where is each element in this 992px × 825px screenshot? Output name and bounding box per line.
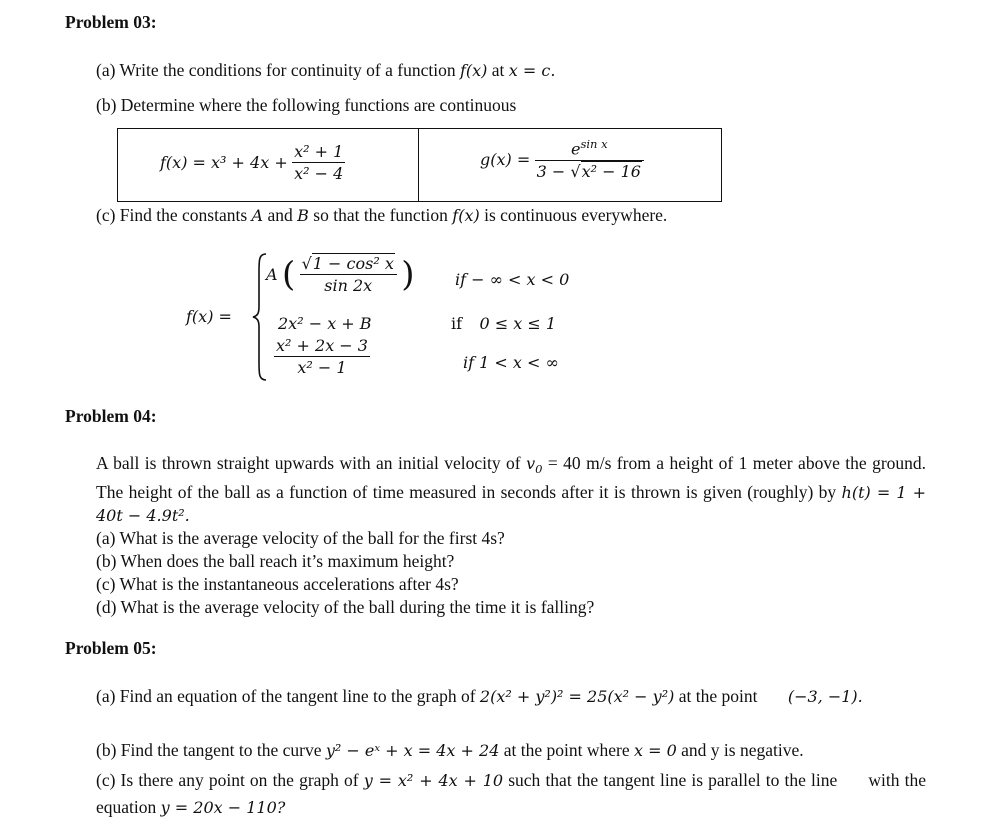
g-num-exponent: sin x [580,137,608,151]
case1-coefficient: A [266,265,278,285]
part-c-mid: so that the function [313,205,448,225]
case1-radicand: 1 − cos² x [312,254,394,273]
problem-05-part-c [96,767,926,821]
p4-part-b: (b) When does the ball reach it’s maximum height? [96,551,455,572]
p4-v0-symbol: v [526,454,536,473]
p4-v0 [526,454,543,477]
p4-part-a: (a) What is the average velocity of the ball for the first 4s? [96,528,505,549]
p5c-equation: y = x² + 4x + 10 [363,771,504,790]
p5b-x: x = 0 [633,741,677,760]
case3-fraction [274,336,370,377]
f-lhs: f(x) = x³ + 4x + [160,153,288,173]
part-a-condition: x = c. [508,61,556,80]
g-num-base: e [570,139,581,159]
constant-a: A [251,206,264,225]
part-a-at: at [491,60,505,80]
sqrt-icon: √ [301,254,312,273]
sqrt-icon: √ [570,161,581,181]
piecewise-case-3 [274,336,370,377]
problem-03-part-b: (b) Determine where the following functions are continuous [96,95,517,115]
f-fraction [292,142,345,183]
g-den-radicand: x² − 16 [581,161,641,181]
p5a-text: (a) Find an equation of the tangent line to the graph of [96,686,476,706]
constant-b: B [297,206,309,225]
g-function-cell [480,138,644,181]
p4-v0-subscript: 0 [535,462,543,477]
part-c-end: is continuous everywhere. [484,205,668,225]
p4-intro-1: A ball is thrown straight upwards with an initial velocity of [96,453,521,473]
g-numerator [535,138,644,161]
table-divider [418,128,419,201]
part-c-fx: f(x) [452,206,480,225]
left-paren-icon: ( [281,254,296,295]
f-function-cell [160,142,345,183]
p5c-text: (c) Is there any point on the graph of [96,770,359,790]
problem-04-heading: Problem 04: [65,406,157,426]
case1-condition: if − ∞ < x < 0 [455,270,570,289]
case3-condition: if 1 < x < ∞ [463,353,559,372]
case2-expression: 2x² − x + B [278,314,372,333]
p5b-end: and y is negative. [681,740,804,760]
case3-denominator: x² − 1 [297,358,347,378]
part-c-text: (c) Find the constants [96,205,248,225]
p4-intro-2: = 40 m/s from a height of 1 meter above the ground. The height of the ball as a function of time measured in seconds after it is thrown is given (roughly) by [96,453,927,503]
problem-03-part-c [96,205,667,226]
part-a-text: (a) Write the conditions for continuity of a function [96,60,456,80]
part-a-fx: f(x) [459,61,488,80]
g-lhs: g(x) = [480,149,531,169]
problem-03-heading: Problem 03: [65,12,157,32]
g-den-left: 3 − [536,161,571,181]
problem-05-part-b [96,740,804,761]
problem-03-part-a [96,60,555,81]
part-c-and: and [267,205,293,225]
problem-05-heading: Problem 05: [65,638,157,658]
case3-numerator: x² + 2x − 3 [274,336,370,357]
p4-part-d: (d) What is the average velocity of the ball during the time it is falling? [96,597,595,618]
f-denominator: x² − 4 [294,164,344,184]
case1-numerator [300,254,397,275]
p5b-text: (b) Find the tangent to the curve [96,740,322,760]
p5c-mid: such that the tangent line is parallel to the line [508,770,838,790]
p4-part-c: (c) What is the instantaneous accelerations after 4s? [96,574,459,595]
case2-condition: 0 ≤ x ≤ 1 [479,314,557,333]
p5b-mid: at the point where [503,740,630,760]
g-denominator [535,161,644,181]
right-paren-icon: ) [401,254,415,295]
case2-if: if [451,314,463,333]
problem-05-part-a [96,684,926,709]
p5a-point: (−3, −1). [787,687,863,706]
g-fraction [535,138,644,181]
p5c-equation-2: y = 20x − 110? [160,798,286,817]
p5c-line2: with the equation [96,770,927,817]
problem-04-body [96,452,926,619]
piecewise-case-1 [266,254,415,295]
p5a-equation: 2(x² + y²)² = 25(x² − y²) [479,687,675,706]
case2-condition-row [451,313,556,334]
p4-height-function: h(t) = 1 + 40t − 4.9t². [96,483,927,526]
f-numerator: x² + 1 [292,142,345,163]
case1-fraction [300,254,397,295]
case1-denominator: sin 2x [324,276,373,296]
p5a-at: at the point [678,686,758,706]
piecewise-lhs: f(x) = [186,307,232,326]
p5b-equation: y² − eˣ + x = 4x + 24 [325,741,500,760]
